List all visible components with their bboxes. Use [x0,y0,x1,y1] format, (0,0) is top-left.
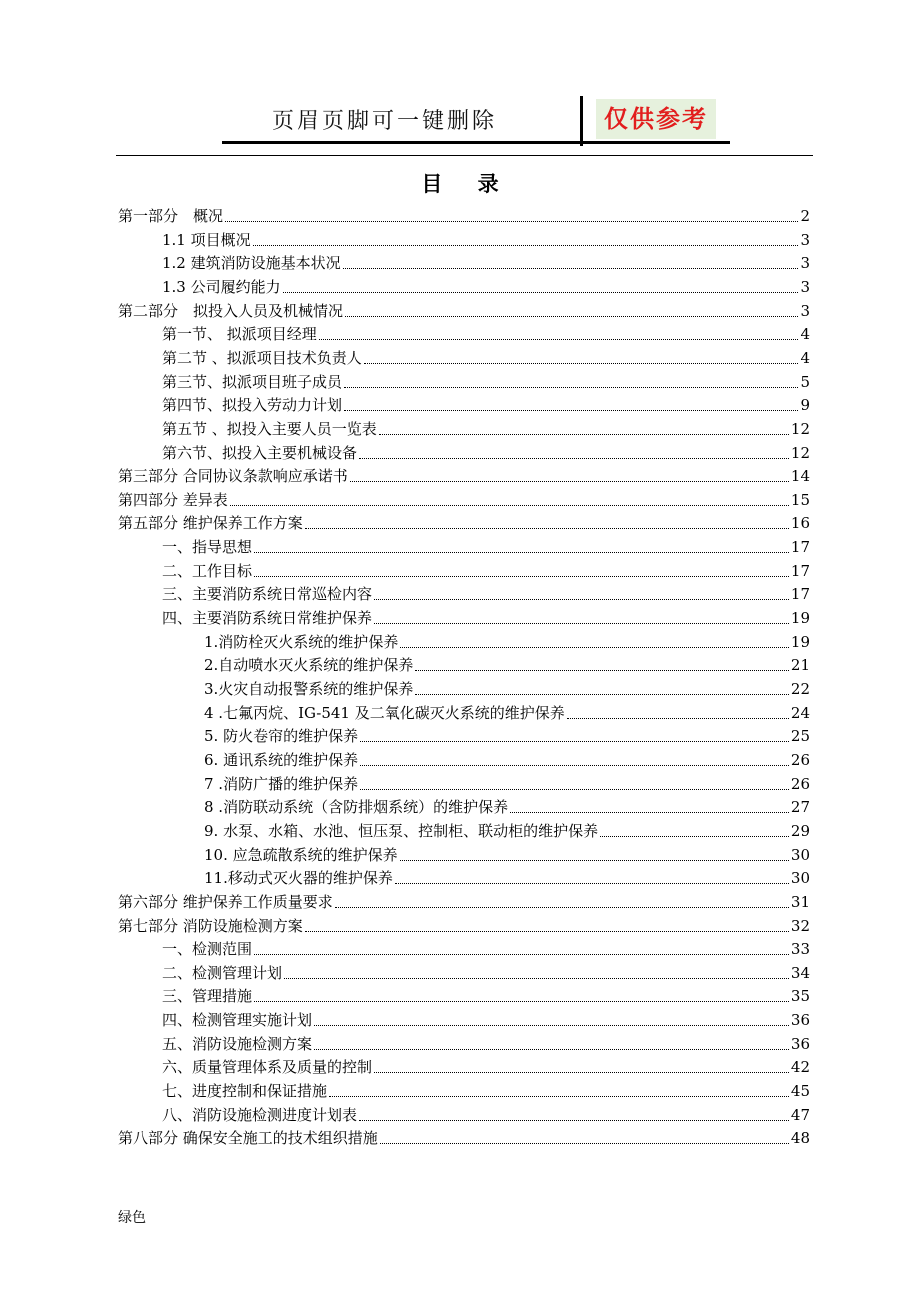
toc-entry-page: 22 [790,680,810,698]
toc-entry-label: 一、指导思想 [162,538,253,557]
toc-dot-leader [374,623,789,624]
toc-entry[interactable] [204,724,810,748]
toc-entry-label: 第六部分 维护保养工作质量要求 [118,892,333,911]
toc-entry[interactable] [204,677,810,701]
toc-entry-page: 42 [790,1058,810,1077]
toc-entry[interactable] [118,204,810,228]
toc-entry[interactable] [162,1008,810,1032]
toc-dot-leader [510,812,789,813]
toc-dot-leader [345,316,798,317]
toc-dot-leader [284,978,789,979]
toc-entry[interactable] [162,1055,810,1079]
toc-entry[interactable] [162,984,810,1008]
toc-entry[interactable] [204,819,810,843]
header-text: 页眉页脚可一键删除 [272,109,498,134]
toc-dot-leader [379,434,789,435]
toc-dot-leader [319,339,799,340]
toc-dot-leader [360,741,789,742]
toc-entry-page: 36 [790,1034,810,1053]
toc-entry-label: 八、消防设施检测进度计划表 [162,1105,358,1124]
toc-entry-label: 第七部分 消防设施检测方案 [118,916,303,935]
toc-dot-leader [567,718,789,719]
toc-entry[interactable] [204,653,810,677]
toc-entry-label: 六、质量管理体系及质量的控制 [162,1058,373,1077]
toc-entry-label: 五、消防设施检测方案 [162,1034,313,1053]
toc-entry[interactable] [162,535,810,559]
toc-dot-leader [283,292,799,293]
toc-entry[interactable] [162,559,810,583]
toc-entry-page: 30 [790,869,810,888]
toc-entry-page: 32 [790,916,810,935]
toc-entry-label: 一、检测范围 [162,940,253,959]
toc-dot-leader [415,670,789,671]
header-divider [580,96,583,146]
toc-entry-page: 4 [800,348,810,367]
header-underline [222,141,730,144]
toc-dot-leader [314,1025,789,1026]
toc-dot-leader [380,1143,789,1144]
toc-entry-label: 三、主要消防系统日常巡检内容 [162,585,373,604]
toc-entry[interactable] [118,511,810,535]
toc-entry-label: 四、主要消防系统日常维护保养 [162,609,373,628]
toc-entry-page: 3 [800,301,810,320]
toc-dot-leader [344,410,798,411]
toc-entry-page: 34 [790,963,810,982]
toc-entry[interactable] [162,582,810,606]
toc-entry-page: 25 [790,727,810,746]
toc-entry-label: 1.1 项目概况 [162,230,251,249]
toc-dot-leader [360,789,789,790]
toc-entry-page: 24 [790,703,810,722]
toc-dot-leader [254,576,789,577]
toc-dot-leader [254,954,789,955]
toc-dot-leader [254,1001,789,1002]
toc-dot-leader [374,1072,789,1073]
toc-entry-page: 45 [790,1082,810,1101]
toc-entry[interactable] [162,606,810,630]
toc-entry-label: 1.2 建筑消防设施基本状况 [162,254,341,273]
toc-entry[interactable] [162,1079,810,1103]
toc-entry-label: 1.消防栓灭火系统的维护保养 [204,632,399,651]
toc-entry-label: 9. 水泵、水箱、水池、恒压泵、控制柜、联动柜的维护保养 [204,821,599,840]
toc-entry[interactable] [204,630,810,654]
toc-entry-label: 三、管理措施 [162,987,253,1006]
toc-dot-leader [305,528,789,529]
toc-entry[interactable] [162,251,810,275]
toc-dot-leader [359,1120,789,1121]
toc-entry-label: 1.3 公司履约能力 [162,277,281,296]
toc-entry-page: 19 [790,632,810,651]
toc-entry[interactable] [118,299,810,323]
toc-entry[interactable] [204,843,810,867]
toc-entry-page: 26 [790,774,810,793]
toc-entry-page: 47 [790,1105,810,1124]
toc-entry-page: 26 [790,750,810,769]
toc-entry[interactable] [162,393,810,417]
toc-entry-label: 第八部分 确保安全施工的技术组织措施 [118,1129,378,1148]
toc-entry-label: 第五部分 维护保养工作方案 [118,514,303,533]
toc-entry-label: 第二节 、拟派项目技术负责人 [162,348,362,367]
toc-entry-label: 第五节 、拟投入主要人员一览表 [162,419,377,438]
toc-entry-label: 7 .消防广播的维护保养 [204,774,359,793]
toc-dot-leader [395,883,789,884]
toc-entry-label: 4 .七氟丙烷、IG-541 及二氧化碳灭火系统的维护保养 [204,703,565,722]
toc-entry-label: 2.自动喷水灭火系统的维护保养 [204,656,414,675]
toc-entry-label: 四、检测管理实施计划 [162,1011,313,1030]
toc-dot-leader [374,599,789,600]
toc-entry-page: 31 [790,892,810,911]
toc-entry-page: 16 [790,514,810,533]
toc-entry-page: 9 [800,396,810,415]
toc-entry-page: 12 [790,419,810,438]
toc-dot-leader [344,387,798,388]
toc-dot-leader [305,931,789,932]
toc-entry-label: 10. 应急疏散系统的维护保养 [204,845,398,864]
toc-dot-leader [329,1096,789,1097]
toc-entry-page: 5 [800,372,810,391]
toc-dot-leader [359,458,789,459]
toc-entry-page: 36 [790,1011,810,1030]
toc-dot-leader [314,1049,789,1050]
toc-entry-label: 8 .消防联动系统（含防排烟系统）的维护保养 [204,798,509,817]
toc-entry[interactable] [118,890,810,914]
toc-entry-label: 6. 通讯系统的维护保养 [204,750,359,769]
toc-entry[interactable] [162,1103,810,1127]
reference-stamp: 仅供参考 [596,99,716,139]
toc-entry[interactable] [204,795,810,819]
toc-entry-page: 3 [800,230,810,249]
toc-entry[interactable] [118,488,810,512]
toc-entry-page: 19 [790,609,810,628]
toc-entry-page: 27 [790,798,810,817]
toc-entry[interactable] [162,346,810,370]
toc-entry[interactable] [204,866,810,890]
toc-entry[interactable] [162,275,810,299]
toc-entry-page: 17 [790,538,810,557]
toc-entry-label: 第三节、拟派项目班子成员 [162,372,343,391]
toc-entry-label: 二、工作目标 [162,561,253,580]
toc-dot-leader [360,765,789,766]
toc-entry-page: 3 [800,277,810,296]
toc-dot-leader [415,694,789,695]
toc-entry-page: 4 [800,325,810,344]
toc-entry-page: 33 [790,940,810,959]
footer-text: 绿色 [118,1210,146,1226]
toc-dot-leader [600,836,789,837]
toc-entry-label: 第四节、拟投入劳动力计划 [162,396,343,415]
toc-entry-label: 第四部分 差异表 [118,490,228,509]
toc-entry[interactable] [162,370,810,394]
toc-entry-label: 第一部分 概况 [118,207,224,225]
toc-entry[interactable] [162,417,810,441]
toc-entry[interactable] [162,1032,810,1056]
toc-dot-leader [230,505,789,506]
toc-entry[interactable] [204,748,810,772]
toc-entry-page: 12 [790,443,810,462]
toc-entry[interactable] [118,914,810,938]
toc-entry-page: 48 [790,1129,810,1148]
toc-entry[interactable] [204,701,810,725]
toc-dot-leader [225,221,798,222]
header-rule [116,155,813,156]
toc-entry-page: 35 [790,987,810,1006]
toc-entry-page: 15 [790,490,810,509]
toc-entry-label: 3.火灾自动报警系统的维护保养 [204,680,414,698]
toc-dot-leader [400,860,789,861]
toc-entry-label: 第一节、 拟派项目经理 [162,325,317,344]
toc-entry[interactable] [118,1126,810,1150]
toc-entry[interactable] [162,937,810,961]
toc-entry[interactable] [118,464,810,488]
toc-entry-label: 11.移动式灭火器的维护保养 [204,869,393,888]
toc-entry-page: 2 [800,207,810,225]
toc-entry[interactable] [162,228,810,252]
toc-entry-page: 14 [790,467,810,486]
toc-entry[interactable] [204,772,810,796]
toc-entry[interactable] [162,961,810,985]
toc-entry[interactable] [162,322,810,346]
toc-entry-page: 3 [800,254,810,273]
toc-dot-leader [343,268,799,269]
toc-entry[interactable] [162,441,810,465]
toc-dot-leader [364,363,799,364]
toc-dot-leader [350,481,789,482]
toc-dot-leader [254,552,789,553]
toc-entry-page: 17 [790,585,810,604]
toc-entry-label: 二、检测管理计划 [162,963,283,982]
toc-entry-label: 5. 防火卷帘的维护保养 [204,727,359,746]
toc-entry-page: 21 [790,656,810,675]
toc-entry-page: 29 [790,821,810,840]
toc-entry-page: 30 [790,845,810,864]
toc-entry-label: 第三部分 合同协议条款响应承诺书 [118,467,348,486]
toc-entry-label: 第二部分 拟投入人员及机械情况 [118,301,344,320]
toc-dot-leader [335,907,789,908]
toc-entry-label: 七、进度控制和保证措施 [162,1082,328,1101]
toc-dot-leader [400,647,789,648]
toc-entry-page: 17 [790,561,810,580]
toc-dot-leader [253,245,799,246]
toc-title: 目 录 [421,172,513,196]
toc-entry-label: 第六节、拟投入主要机械设备 [162,443,358,462]
